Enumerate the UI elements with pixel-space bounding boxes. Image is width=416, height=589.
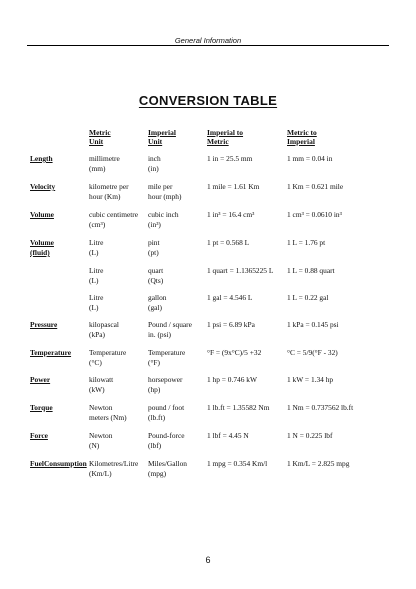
metric-unit-cell-line: kilopascal <box>89 320 119 329</box>
column-header-line: Metric to <box>287 128 317 137</box>
row-label-line: FuelConsumption <box>30 459 87 468</box>
row-label <box>30 348 71 358</box>
metric-unit-cell <box>89 154 147 174</box>
row-label <box>30 431 48 441</box>
imperial-unit-cell <box>148 320 205 340</box>
imperial-unit-cell-line: Pound-force <box>148 431 185 440</box>
column-header-metric <box>89 128 111 146</box>
imperial-unit-cell-line: Temperature <box>148 348 186 357</box>
metric-unit-cell-line: millimetre <box>89 154 120 163</box>
imperial-unit-cell <box>148 182 205 202</box>
imperial-unit-cell-line: pound / foot <box>148 403 185 412</box>
row-label <box>30 182 55 192</box>
row-label-line: Torque <box>30 403 53 412</box>
metric-unit-cell-line: Litre <box>89 293 104 302</box>
metric-unit-cell <box>89 348 147 368</box>
imperial-unit-cell-line: (lbf) <box>148 441 162 450</box>
imperial-unit-cell-line: cubic inch <box>148 210 179 219</box>
running-header: General Information <box>174 36 242 45</box>
column-header-metric-to-imperial <box>287 128 317 146</box>
imperial-to-metric-cell: 1 quart = 1.1365225 L <box>207 266 274 275</box>
imperial-unit-cell-line: (mpg) <box>148 469 167 478</box>
imperial-unit-cell <box>148 375 205 395</box>
metric-unit-cell-line: cubic centimetre <box>89 210 139 219</box>
column-header-line: Unit <box>89 137 104 146</box>
row-label-line: Volume <box>30 210 54 219</box>
imperial-unit-cell-line: (hp) <box>148 385 161 394</box>
imperial-unit-cell-line: (pt) <box>148 248 159 257</box>
imperial-unit-cell <box>148 154 205 174</box>
metric-unit-cell-line: (kPa) <box>89 330 106 339</box>
imperial-to-metric-cell: 1 in³ = 16.4 cm³ <box>207 210 255 219</box>
imperial-unit-cell <box>148 238 205 258</box>
imperial-unit-cell-line: inch <box>148 154 161 163</box>
row-label <box>30 459 87 469</box>
imperial-unit-cell <box>148 348 205 368</box>
metric-unit-cell <box>89 238 147 258</box>
imperial-unit-cell-line: (in³) <box>148 220 161 229</box>
metric-unit-cell-line: (mm) <box>89 164 106 173</box>
metric-to-imperial-cell: 1 mm = 0.04 in <box>287 154 333 163</box>
metric-unit-cell <box>89 293 147 313</box>
imperial-to-metric-cell: 1 mpg = 0.354 Km/l <box>207 459 268 468</box>
imperial-unit-cell-line: (in) <box>148 164 159 173</box>
row-label-line: Force <box>30 431 48 440</box>
page-number: 6 <box>205 555 211 565</box>
column-header-imperial-to-metric <box>207 128 243 146</box>
page-title: CONVERSION TABLE <box>138 93 278 108</box>
metric-unit-cell <box>89 182 147 202</box>
metric-unit-cell-line: (L) <box>89 276 99 285</box>
metric-unit-cell-line: kilowatt <box>89 375 114 384</box>
metric-unit-cell <box>89 459 147 479</box>
metric-to-imperial-cell: 1 Nm = 0.737562 lb.ft <box>287 403 354 412</box>
column-header-line: Metric <box>89 128 111 137</box>
metric-unit-cell-line: (N) <box>89 441 100 450</box>
imperial-to-metric-cell: 1 hp = 0.746 kW <box>207 375 257 384</box>
imperial-unit-cell <box>148 210 205 230</box>
column-header-line: Imperial <box>287 137 315 146</box>
metric-unit-cell-line: (Km/L) <box>89 469 112 478</box>
imperial-unit-cell-line: (Qts) <box>148 276 164 285</box>
row-label-line: Pressure <box>30 320 58 329</box>
row-label <box>30 375 50 385</box>
column-header-line: Imperial to <box>207 128 244 137</box>
metric-unit-cell-line: Temperature <box>89 348 127 357</box>
row-label-line: Power <box>30 375 51 384</box>
imperial-to-metric-cell: 1 lb.ft = 1.35582 Nm <box>207 403 270 412</box>
imperial-to-metric-cell: 1 pt = 0.568 L <box>207 238 250 247</box>
column-header-line: Metric <box>207 137 229 146</box>
metric-unit-cell <box>89 375 147 395</box>
column-header-imperial <box>148 128 176 146</box>
imperial-to-metric-cell: 1 psi = 6.89 kPa <box>207 320 255 329</box>
metric-unit-cell <box>89 266 147 286</box>
imperial-to-metric-cell: °F = (9x°C)/5 +32 <box>207 348 262 357</box>
imperial-unit-cell-line: mile per <box>148 182 173 191</box>
metric-to-imperial-cell: 1 L = 1.76 pt <box>287 238 326 247</box>
metric-unit-cell-line: (cm³) <box>89 220 106 229</box>
imperial-unit-cell-line: (gal) <box>148 303 162 312</box>
metric-unit-cell-line: (°C) <box>89 358 102 367</box>
row-label-line: Temperature <box>30 348 72 357</box>
row-label <box>30 154 53 164</box>
metric-unit-cell-line: (L) <box>89 303 99 312</box>
row-label <box>30 320 57 330</box>
row-label-line: Velocity <box>30 182 56 191</box>
row-label <box>30 238 54 258</box>
imperial-unit-cell-line: horsepower <box>148 375 183 384</box>
metric-unit-cell <box>89 320 147 340</box>
row-label-line: Length <box>30 154 53 163</box>
metric-unit-cell-line: meters (Nm) <box>89 413 127 422</box>
metric-unit-cell-line: Newton <box>89 431 113 440</box>
metric-unit-cell-line: Kilometres/Litre <box>89 459 139 468</box>
imperial-to-metric-cell: 1 gal = 4.546 L <box>207 293 253 302</box>
metric-unit-cell-line: Litre <box>89 266 104 275</box>
imperial-unit-cell <box>148 266 205 286</box>
metric-unit-cell-line: hour (Km) <box>89 192 121 201</box>
row-label <box>30 403 53 413</box>
metric-unit-cell-line: kilometre per <box>89 182 129 191</box>
row-label-line: Volume <box>30 238 54 247</box>
imperial-unit-cell-line: (lb.ft) <box>148 413 166 422</box>
row-label <box>30 210 54 220</box>
metric-unit-cell-line: Litre <box>89 238 104 247</box>
column-header-line: Imperial <box>148 128 176 137</box>
metric-to-imperial-cell: 1 Km/L = 2.825 mpg <box>287 459 350 468</box>
header-rule <box>27 45 389 46</box>
column-header-line: Unit <box>148 137 163 146</box>
row-label-line: (fluid) <box>30 248 50 257</box>
metric-unit-cell <box>89 403 147 423</box>
metric-to-imperial-cell: 1 N = 0.225 lbf <box>287 431 333 440</box>
imperial-unit-cell-line: (°F) <box>148 358 160 367</box>
metric-unit-cell-line: Newton <box>89 403 113 412</box>
imperial-to-metric-cell: 1 mile = 1.61 Km <box>207 182 260 191</box>
metric-to-imperial-cell: 1 kW = 1.34 hp <box>287 375 334 384</box>
metric-unit-cell-line: (L) <box>89 248 99 257</box>
metric-to-imperial-cell: 1 Km = 0.621 mile <box>287 182 344 191</box>
metric-to-imperial-cell: 1 cm³ = 0.0610 in³ <box>287 210 342 219</box>
imperial-to-metric-cell: 1 lbf = 4.45 N <box>207 431 249 440</box>
imperial-unit-cell-line: quart <box>148 266 164 275</box>
imperial-unit-cell <box>148 293 205 313</box>
metric-to-imperial-cell: °C = 5/9(°F - 32) <box>287 348 338 357</box>
imperial-unit-cell <box>148 403 205 423</box>
imperial-unit-cell <box>148 431 205 451</box>
metric-unit-cell-line: (kW) <box>89 385 105 394</box>
imperial-to-metric-cell: 1 in = 25.5 mm <box>207 154 253 163</box>
imperial-unit-cell-line: gallon <box>148 293 167 302</box>
metric-unit-cell <box>89 210 147 230</box>
imperial-unit-cell-line: hour (mph) <box>148 192 182 201</box>
metric-to-imperial-cell: 1 L = 0.88 quart <box>287 266 335 275</box>
imperial-unit-cell <box>148 459 205 479</box>
metric-unit-cell <box>89 431 147 451</box>
imperial-unit-cell-line: in. (psi) <box>148 330 171 339</box>
imperial-unit-cell-line: pint <box>148 238 160 247</box>
metric-to-imperial-cell: 1 L = 0.22 gal <box>287 293 329 302</box>
imperial-unit-cell-line: Pound / square <box>148 320 192 329</box>
imperial-unit-cell-line: Miles/Gallon <box>148 459 188 468</box>
metric-to-imperial-cell: 1 kPa = 0.145 psi <box>287 320 339 329</box>
